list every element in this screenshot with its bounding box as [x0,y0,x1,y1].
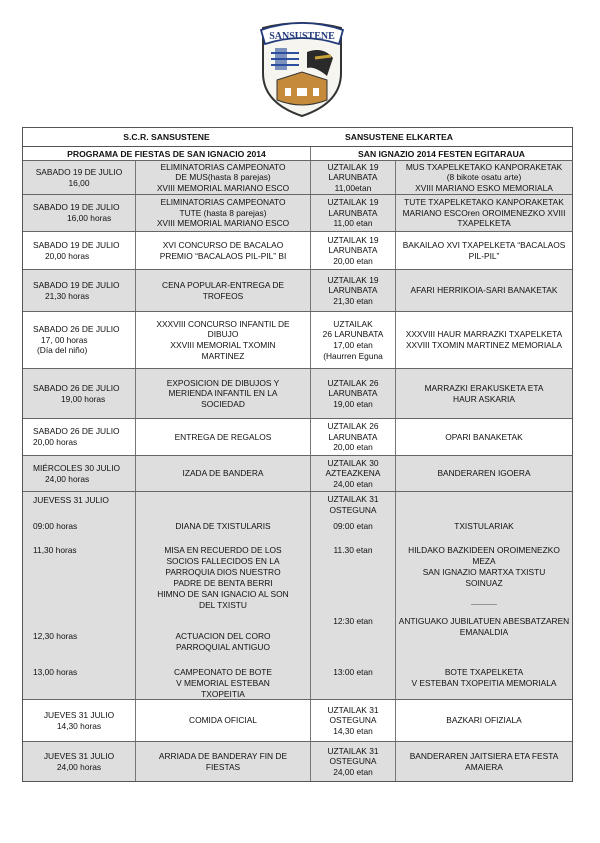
event-cell [135,195,310,231]
event-text: IZADA DE BANDERA [182,468,264,479]
date-eu-text: LARUNBATA [328,285,378,296]
event-text: MARTINEZ [201,350,245,361]
time-text: 19,00 horas [61,393,106,404]
event-eu-text: AFARI HERRIKOIA-SARI BANAKETAK [410,285,558,296]
event-eu-text: SOINUAZ [465,578,503,588]
event-eu-text: XXVIII TXOMIN MARTINEZ MEMORIALA [405,340,563,350]
date-eu-text: UZTAILAK [333,318,373,329]
date-cell [23,700,135,741]
time-text: 14,30 horas [56,720,102,731]
event-text: MERIENDA INFANTIL EN LA [168,388,278,399]
event-cell [135,270,310,311]
date-cell [23,419,135,455]
event-text: HIMNO DE SAN IGNACIO AL SON [157,589,289,599]
table-row [23,368,572,418]
table-row [23,269,572,311]
event-eu-text: XVIII MARIANO ESKO MEMORIALA [415,182,553,193]
time-text: 21,30 horas [45,290,90,301]
date-eu-cell [310,492,395,699]
event-eu-text: MARRAZKI ERAKUSKETA ETA [424,382,544,393]
event-text: TROFEOS [202,290,244,301]
event-eu-cell [395,312,572,368]
event-text: PARROQUIAL ANTIGUO [176,642,270,652]
date-eu-text: 24,00 etan [333,766,373,777]
event-cell [135,419,310,455]
date-eu-text: UZTAILAK 31 [327,704,379,715]
date-eu-text: 20,00 etan [333,442,373,453]
event-text: EXPOSICION DE DIBUJOS Y [166,377,280,388]
date-eu-text: LARUNBATA [328,245,378,256]
date-eu-cell [310,456,395,491]
date-cell [23,161,135,194]
event-eu-cell [395,700,572,741]
date-eu-text: UZTAILAK 19 [327,161,379,172]
event-eu-text: EMANALDIA [459,627,509,637]
time-text: 20,00 horas [45,250,90,261]
event-text: XXXVIII CONCURSO INFANTIL DE [156,318,290,329]
event-text: XXVIII MEMORIAL TXOMIN [170,340,276,350]
date-eu-text: 11,00 etan [333,218,373,229]
date-eu-text: OSTEGUNA [329,505,377,515]
date-text: SABADO 19 DE JULIO [35,166,123,177]
date-text: SABADO 26 DE JULIO [33,324,120,335]
event-eu-text: TXISTULARIAK [454,521,514,531]
time-eu-text: 11.30 etan [333,545,373,555]
event-text: SOCIOS FALLECIDOS EN LA [166,556,280,566]
event-text: CENA POPULAR-ENTREGA DE [162,279,284,290]
time-eu-text: 13:00 etan [333,667,373,677]
event-eu-text: BANDERAREN IGOERA [437,468,531,479]
event-eu-text: BAZKARI OFIZIALA [446,715,522,726]
event-eu-text: MEZA [472,556,496,566]
date-text: MIÉRCOLES 30 JULIO [33,462,121,473]
program-header-row [23,146,572,160]
event-cell [135,700,310,741]
event-eu-cell [395,742,572,781]
event-text: DIBUJO [207,329,239,340]
table-row-main-day [23,491,572,699]
event-text: TXOPEITIA [201,689,245,699]
table-row [23,455,572,491]
event-eu-text: MUS TXAPELKETAKO KANPORAKETAK [405,161,563,172]
date-eu-text: AZTEAZKENA [325,468,381,479]
date-cell [23,312,135,368]
event-eu-text: BAKAILAO XVI TXAPELKETA “BACALAOS [402,239,566,250]
date-text: SABADO 26 DE JULIO [33,382,120,393]
club-logo [257,18,347,118]
event-eu-cell [395,369,572,418]
event-eu-cell [395,419,572,455]
event-eu-cell [395,232,572,269]
time-text: 12,30 horas [33,631,78,641]
date-text: SABADO 26 DE JULIO [33,426,120,437]
org-header-row [23,128,572,146]
event-cell [135,232,310,269]
time-eu-text: 09:00 etan [333,521,373,531]
date-cell [23,742,135,781]
event-eu-text: HAUR ASKARIA [453,393,515,404]
event-cell [135,742,310,781]
date-eu-text: 11,00etan [334,182,372,193]
date-eu-text: UZTAILAK 26 [327,377,379,388]
event-cell [135,492,310,699]
event-eu-cell [395,270,572,311]
event-eu-text: XXXVIII HAUR MARRAZKI TXAPELKETA [405,329,563,340]
date-cell [23,195,135,231]
date-eu-cell [310,419,395,455]
event-text: XVIII MEMORIAL MARIANO ESCO [156,218,290,229]
date-cell [23,456,135,491]
date-text: SABADO 19 DE JULIO [33,202,120,213]
table-row [23,741,572,781]
date-eu-text: 24,00 etan [333,478,373,489]
date-eu-cell [310,369,395,418]
event-text: DE MUS(hasta 8 parejas) [175,172,271,183]
date-eu-cell [310,700,395,741]
date-text: JUEVESS 31 JULIO [33,495,109,505]
date-eu-text: OSTEGUNA [329,715,377,726]
time-text: 24,00 horas [45,473,90,484]
date-eu-text: UZTAILAK 31 [327,494,379,504]
table-row [23,194,572,231]
date-eu-text: LARUNBATA [328,388,378,399]
event-text: CAMPEONATO DE BOTE [174,667,272,677]
event-text: PADRE DE BENTA BERRI [173,578,273,588]
event-eu-text: BANDERAREN JAITSIERA ETA FESTA [409,750,559,761]
time-text: 16,00 [68,177,90,188]
org-name-es: S.C.R. SANSUSTENE [123,132,210,142]
date-eu-text: 17,00 etan [333,340,373,350]
event-text: PREMIO “BACALAOS PIL-PIL” BI [159,250,287,261]
event-text: ELIMINATORIAS CAMPEONATO [160,197,286,208]
time-eu-text: 12:30 etan [333,616,373,626]
event-text: MISA EN RECUERDO DE LOS [164,545,282,555]
date-eu-text: 19,00 etan [333,398,373,409]
event-text: TUTE (hasta 8 parejas) [179,207,267,218]
org-name-eu: SANSUSTENE ELKARTEA [345,132,453,142]
date-eu-text: UZTAILAK 19 [327,274,379,285]
program-title-eu: SAN IGNAZIO 2014 FESTEN EGITARAUA [310,147,572,160]
program-title-es: PROGRAMA DE FIESTAS DE SAN IGNACIO 2014 [67,149,266,159]
date-eu-cell [310,312,395,368]
event-text: ACTUACION DEL CORO [175,631,271,641]
date-eu-text: UZTAILAK 26 [327,421,379,432]
event-cell [135,369,310,418]
event-text: DIANA DE TXISTULARIS [175,521,271,531]
event-cell [135,456,310,491]
event-text: XVI CONCURSO DE BACALAO [162,239,284,250]
event-eu-text: TUTE TXAPELKETAKO KANPORAKETAK [404,197,564,208]
time-text: 24,00 horas [56,761,102,772]
event-text: ELIMINATORIAS CAMPEONATO [160,161,286,172]
date-eu-cell [310,232,395,269]
event-eu-text: AMAIERA [465,761,503,772]
date-eu-cell [310,161,395,194]
event-text: ARRIADA DE BANDERAY FIN DE [158,750,288,761]
date-eu-text: LARUNBATA [328,207,378,218]
event-text: SOCIEDAD [201,398,245,409]
event-eu-text: (8 bikote osatu arte) [446,172,522,183]
event-text: DEL TXISTU [199,600,247,610]
note-text: (Día del niño) [37,345,88,356]
event-eu-text: MARIANO ESCOren OROIMENEZKO XVIII [402,207,566,218]
event-text: XVIII MEMORIAL MARIANO ESCO [156,182,290,193]
event-eu-text: HILDAKO BAZKIDEEN OROIMENEZKO [408,545,560,555]
date-cell [23,369,135,418]
event-eu-cell [395,456,572,491]
date-eu-text: 21,30 etan [333,295,373,306]
event-eu-cell [395,161,572,194]
program-table [22,127,573,782]
event-cell [135,312,310,368]
time-text: 20,00 horas [33,437,78,447]
date-eu-text: UZTAILAK 31 [327,745,379,756]
event-eu-text: BOTE TXAPELKETA [444,667,524,677]
date-eu-text: 14,30 etan [333,725,373,736]
date-text: JUEVES 31 JULIO [43,750,115,761]
time-text: 16,00 horas [67,213,112,223]
table-row [23,418,572,455]
event-text: COMIDA OFICIAL [189,715,257,726]
date-cell [23,492,135,699]
event-eu-text: PIL-PIL” [468,250,500,261]
event-text: FIESTAS [205,761,241,772]
date-eu-cell [310,270,395,311]
separator-text: ------------- [471,602,497,608]
date-eu-text: LARUNBATA [328,172,378,183]
table-row [23,311,572,368]
event-eu-cell [395,195,572,231]
time-text: 17, 00 horas [41,334,88,345]
event-eu-cell [395,492,572,699]
date-text: JUEVES 31 JULIO [43,709,115,720]
date-cell [23,232,135,269]
table-row [23,160,572,194]
date-eu-text: (Haurren Eguna [323,350,383,361]
date-eu-text: 20,00 etan [333,255,373,266]
event-eu-text: OPARI BANAKETAK [445,431,523,442]
event-cell [135,161,310,194]
date-eu-text: UZTAILAK 19 [327,234,379,245]
date-eu-text: OSTEGUNA [329,756,377,767]
date-eu-cell [310,742,395,781]
logo-text: SANSUSTENE [269,31,335,42]
time-text: 13,00 horas [33,667,78,677]
date-eu-text: UZTAILAK 30 [327,457,379,468]
table-row [23,699,572,741]
event-eu-text: SAN IGNAZIO MARTXA TXISTU [422,567,546,577]
event-eu-text: V ESTEBAN TXOPEITIA MEMORIALA [411,678,557,688]
event-text: ENTREGA DE REGALOS [174,431,272,442]
date-eu-text: UZTAILAK 19 [327,197,379,208]
table-row [23,231,572,269]
date-text: SABADO 19 DE JULIO [33,279,120,290]
event-text: PARROQUIA DIOS NUESTRO [165,567,281,577]
event-text: V MEMORIAL ESTEBAN [176,678,270,688]
date-text: SABADO 19 DE JULIO [33,239,120,250]
date-eu-cell [310,195,395,231]
event-eu-text: ANTIGUAKO JUBILATUEN ABESBATZAREN [398,616,570,626]
time-text: 11,30 horas [33,545,77,555]
date-eu-text: 26 LARUNBATA [322,329,384,340]
time-text: 09:00 horas [33,521,78,531]
date-cell [23,270,135,311]
date-eu-text: LARUNBATA [328,431,378,442]
event-eu-text: TXAPELKETA [457,218,511,229]
